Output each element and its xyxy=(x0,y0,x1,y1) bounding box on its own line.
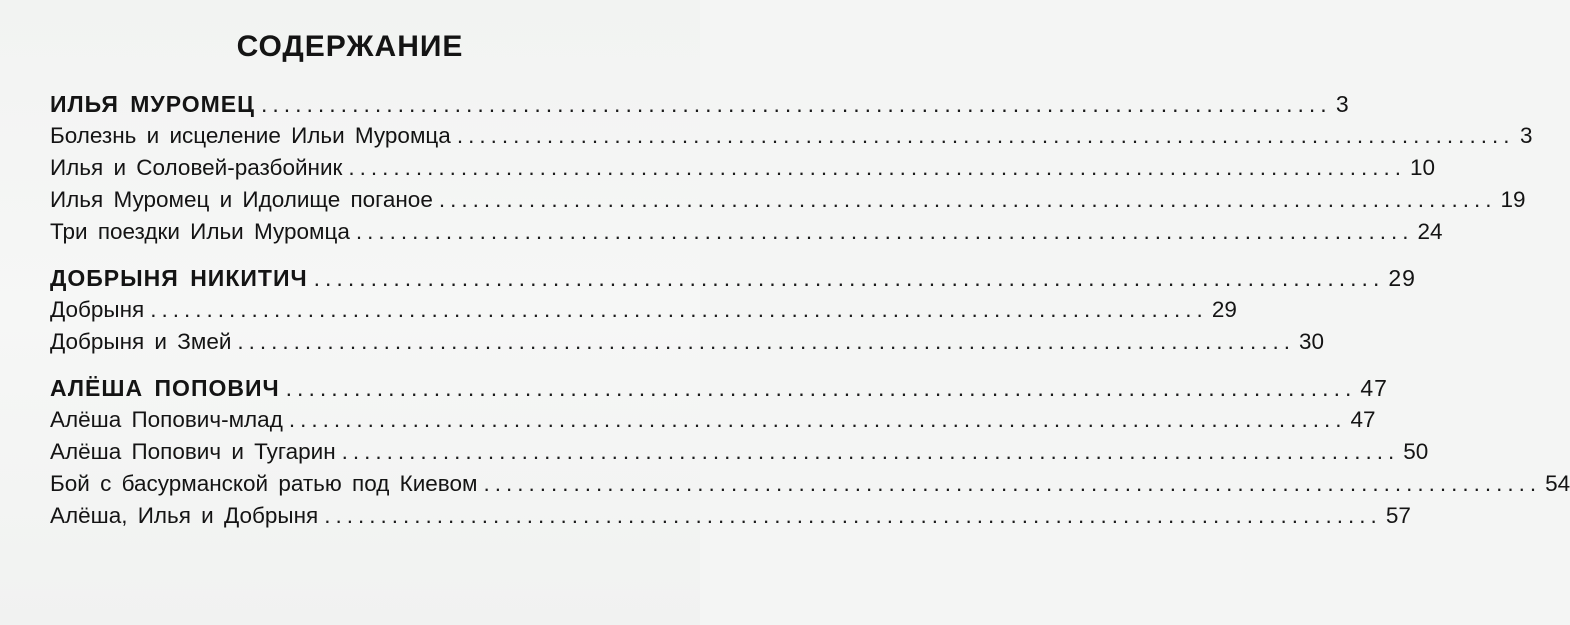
toc-entry-title: Добрыня xyxy=(50,297,145,322)
toc-entry-title: Алёша Попович и Тугарин xyxy=(50,439,336,464)
toc-entry xyxy=(50,468,1570,500)
dot-leader: .............................................................................................. xyxy=(288,407,1347,432)
dot-leader: .............................................................................................. xyxy=(313,265,1385,291)
toc-page-number: 10 xyxy=(1409,155,1436,180)
toc-entry xyxy=(50,120,1533,152)
toc-entry-title: Добрыня и Змей xyxy=(50,329,232,354)
toc-page-number: 19 xyxy=(1500,187,1526,212)
toc-page-number: 54 xyxy=(1545,471,1570,496)
toc-entry-title: Три поездки Ильи Муромца xyxy=(50,219,350,244)
toc-page-number: 29 xyxy=(1211,297,1237,322)
toc-entry-title: Болезнь и исцеление Ильи Муромца xyxy=(50,123,451,148)
toc-page-number: 24 xyxy=(1417,219,1443,244)
toc-entry xyxy=(50,436,1429,468)
toc-entry xyxy=(50,152,1436,184)
toc-entry xyxy=(50,326,1325,358)
dot-leader: .............................................................................................. xyxy=(237,329,1296,354)
toc-entry-title: Илья и Соловей-разбойник xyxy=(50,155,343,180)
toc-section-title: ИЛЬЯ МУРОМЕЦ xyxy=(50,91,255,117)
toc-entry xyxy=(50,500,1411,532)
toc-page-number: 47 xyxy=(1360,375,1388,401)
toc-entry-title: Алёша, Илья и Добрыня xyxy=(50,503,319,528)
dot-leader: .............................................................................................. xyxy=(150,297,1208,322)
toc-page-number: 47 xyxy=(1350,407,1376,432)
dot-leader: .............................................................................................. xyxy=(456,123,1515,148)
toc-entry xyxy=(50,216,1443,248)
page-title: СОДЕРЖАНИЕ xyxy=(236,30,464,63)
toc-page-number: 3 xyxy=(1519,123,1533,148)
toc-entry-title: Илья Муромец и Идолище поганое xyxy=(50,187,433,212)
dot-leader: .............................................................................................. xyxy=(483,471,1542,496)
toc-section-heading xyxy=(50,262,1416,294)
dot-leader: .............................................................................................. xyxy=(348,155,1406,180)
toc-entry xyxy=(50,184,1526,216)
toc-section-heading xyxy=(50,372,1388,404)
toc-entry xyxy=(50,404,1376,436)
toc-entry-title: Бой с басурманской ратью под Киевом xyxy=(50,471,478,496)
toc-page-number: 50 xyxy=(1403,439,1429,464)
dot-leader: .............................................................................................. xyxy=(324,503,1382,528)
toc-entry xyxy=(50,294,1237,326)
table-of-contents xyxy=(50,88,1570,532)
toc-page-number: 57 xyxy=(1385,503,1411,528)
toc-section-title: ДОБРЫНЯ НИКИТИЧ xyxy=(50,265,308,291)
dot-leader: .............................................................................................. xyxy=(285,375,1357,401)
toc-page-number: 29 xyxy=(1388,265,1416,291)
toc-section-heading xyxy=(50,88,1350,120)
dot-leader: .............................................................................................. xyxy=(260,91,1332,117)
dot-leader: .............................................................................................. xyxy=(438,187,1497,212)
dot-leader: .............................................................................................. xyxy=(355,219,1414,244)
toc-page-number: 3 xyxy=(1335,91,1350,117)
toc-entry-title: Алёша Попович-млад xyxy=(50,407,283,432)
toc-page-number: 30 xyxy=(1299,329,1325,354)
dot-leader: .............................................................................................. xyxy=(341,439,1400,464)
toc-section-title: АЛЁША ПОПОВИЧ xyxy=(50,375,280,401)
